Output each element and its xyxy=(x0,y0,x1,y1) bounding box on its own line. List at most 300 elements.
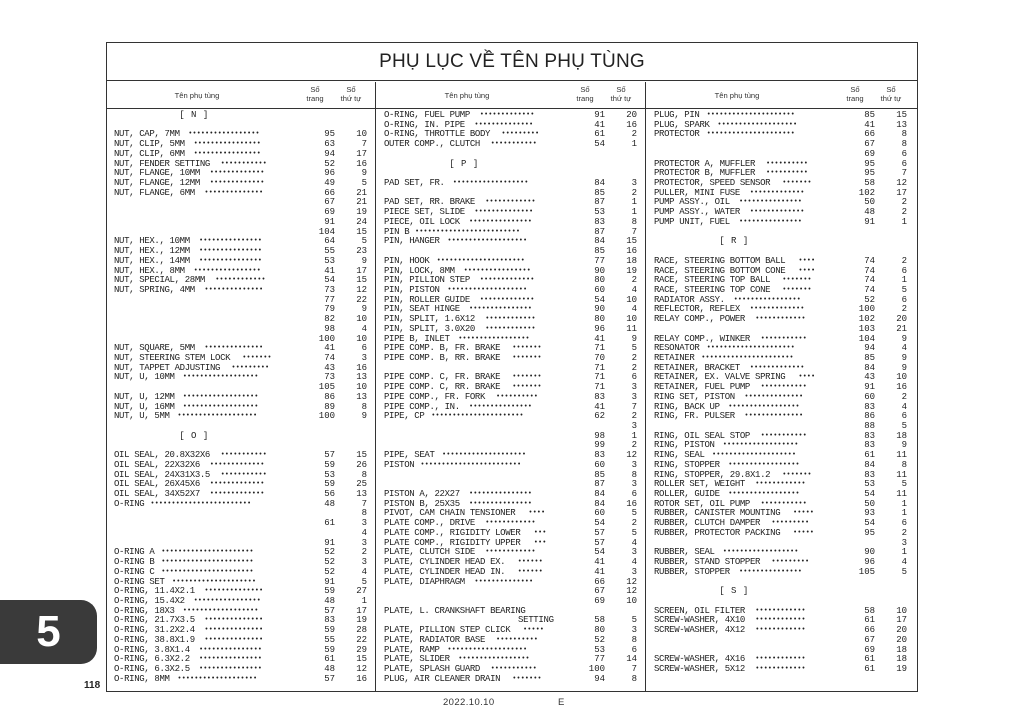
page-ref: 95 xyxy=(864,527,875,538)
page-ref: 60 xyxy=(594,459,605,470)
item-number: 4 xyxy=(631,537,637,548)
dot-leader: •••••••••••••• xyxy=(474,577,534,586)
part-name: NUT, CLIP, 5MM xyxy=(114,139,185,150)
page-ref: 54 xyxy=(594,294,605,305)
part-name: SCREW-WASHER, 4X16 xyxy=(654,654,745,665)
dot-leader: ••••••••••••••••••••• xyxy=(706,130,795,139)
dot-leader: •••••••••••••••• xyxy=(193,266,261,275)
part-name: PIN, HOOK xyxy=(384,255,430,266)
item-number: 5 xyxy=(631,615,637,626)
item-number: 10 xyxy=(626,294,637,305)
part-name: PUMP ASSY., OIL xyxy=(654,197,730,208)
page-ref: 41 xyxy=(594,557,605,568)
page-number: 118 xyxy=(84,680,101,691)
item-number: 20 xyxy=(896,314,907,325)
header-number: Số thứ tự xyxy=(880,85,902,103)
page-ref: 100 xyxy=(318,333,335,344)
item-number: 11 xyxy=(626,323,637,334)
item-number: 5 xyxy=(901,566,907,577)
page-ref: 100 xyxy=(318,411,335,422)
dot-leader: ••••••••••• xyxy=(760,431,807,440)
item-number: 21 xyxy=(356,197,367,208)
dot-leader: ••••• xyxy=(793,509,815,518)
item-number: 1 xyxy=(631,139,637,150)
page-ref: 74 xyxy=(324,352,335,363)
dot-leader: ••••••••••• xyxy=(760,383,807,392)
item-number: 3 xyxy=(901,537,907,548)
index-row xyxy=(654,587,912,597)
index-column-1 xyxy=(114,111,372,684)
item-number: 16 xyxy=(626,246,637,257)
page-ref: 61 xyxy=(864,654,875,665)
page-ref: 104 xyxy=(858,333,875,344)
page-ref: 66 xyxy=(594,576,605,587)
item-number: 16 xyxy=(356,673,367,684)
item-number: 9 xyxy=(631,333,637,344)
dot-leader: •••••••••••••••• xyxy=(463,266,531,275)
page-ref: 86 xyxy=(864,411,875,422)
dot-leader: •••• xyxy=(798,373,816,382)
part-name: O-RING, 15.4X2 xyxy=(114,595,185,606)
part-name: PIECE SET, SLIDE xyxy=(384,207,465,218)
dot-leader: ••••••••••••••• xyxy=(199,645,263,654)
header-part-name: Tên phụ tùng xyxy=(714,91,760,100)
index-row xyxy=(114,500,372,510)
item-number: 15 xyxy=(356,226,367,237)
page-ref: 84 xyxy=(864,459,875,470)
item-number: 8 xyxy=(631,469,637,480)
dot-leader: ••••••••••••••• xyxy=(739,198,803,207)
item-number: 10 xyxy=(626,595,637,606)
item-number: 3 xyxy=(631,566,637,577)
dot-leader: •••••••••••••• xyxy=(744,392,804,401)
dot-leader: ••• xyxy=(533,528,547,537)
item-number: 2 xyxy=(631,129,637,140)
part-name: RUBBER, STOPPER xyxy=(654,566,730,577)
item-number: 20 xyxy=(626,110,637,120)
dot-leader: ••••••••••••••• xyxy=(469,402,533,411)
item-number: 5 xyxy=(631,508,637,519)
part-name: PROTECTOR A, MUFFLER xyxy=(654,158,756,169)
part-name: PAD SET, RR. BRAKE xyxy=(384,197,475,208)
page-ref: 52 xyxy=(324,158,335,169)
item-number: 22 xyxy=(356,634,367,645)
item-number: 12 xyxy=(626,586,637,597)
item-number: 5 xyxy=(361,576,367,587)
page-ref: 74 xyxy=(864,284,875,295)
item-number: 12 xyxy=(626,576,637,587)
item-number: 5 xyxy=(631,343,637,354)
item-number: 17 xyxy=(356,148,367,159)
page-ref: 52 xyxy=(324,566,335,577)
part-name: O-RING, 21.7X3.5 xyxy=(114,615,195,626)
part-name: SCREEN, OIL FILTER xyxy=(654,605,745,616)
page-ref: 91 xyxy=(864,216,875,227)
index-row xyxy=(654,218,912,228)
page-ref: 71 xyxy=(594,382,605,393)
dot-leader: ••••••• xyxy=(782,276,812,285)
part-name: NUT, SPECIAL, 28MM xyxy=(114,275,205,286)
item-number: 3 xyxy=(631,421,637,431)
page-ref: 58 xyxy=(864,178,875,189)
item-number: 12 xyxy=(356,284,367,295)
page-ref: 87 xyxy=(594,479,605,490)
footer-code: E xyxy=(558,697,565,708)
page-ref: 77 xyxy=(324,294,335,305)
dot-leader: ••••••••••••••• xyxy=(199,237,263,246)
page-ref: 80 xyxy=(594,275,605,286)
part-name: PULLER, MINI FUSE xyxy=(654,187,740,198)
dot-leader: ••••••••••••••• xyxy=(199,664,263,673)
page-ref: 79 xyxy=(324,304,335,315)
item-number: 4 xyxy=(901,557,907,568)
dot-leader: ••••••••••••••••••••• xyxy=(706,111,795,119)
part-name: PIPE COMP. B, FR. BRAKE xyxy=(384,343,501,354)
page-ref: 89 xyxy=(324,401,335,412)
item-number: 16 xyxy=(626,119,637,130)
part-name: NUT, FENDER SETTING xyxy=(114,158,210,169)
part-name: PLATE, CYLINDER HEAD IN. xyxy=(384,566,506,577)
dot-leader: •••• xyxy=(798,266,816,275)
item-number: 10 xyxy=(896,605,907,616)
dot-leader: •••••••••••• xyxy=(485,198,536,207)
dot-leader: ••••••••••••••••• xyxy=(728,490,800,499)
part-name: PLATE COMP., RIGIDITY LOWER xyxy=(384,527,521,538)
page-ref: 57 xyxy=(324,450,335,461)
dot-leader: •••••••••••••••••• xyxy=(452,179,529,188)
page-ref: 105 xyxy=(318,382,335,393)
page-ref: 48 xyxy=(324,498,335,509)
item-number: 2 xyxy=(901,255,907,266)
part-name: OIL SEAL, 34X52X7 xyxy=(114,489,200,500)
page-ref: 102 xyxy=(858,187,875,198)
page-ref: 100 xyxy=(588,663,605,674)
dot-leader: ••••••• xyxy=(512,344,542,353)
part-name: RING, PISTON xyxy=(654,440,715,451)
page-ref: 102 xyxy=(858,314,875,325)
part-name: O-RING, 31.2X2.4 xyxy=(114,625,195,636)
page-ref: 54 xyxy=(594,139,605,150)
dot-leader: ••••••••••••••••••••• xyxy=(706,344,795,353)
page-ref: 41 xyxy=(594,401,605,412)
part-name: PLATE, RADIATOR BASE xyxy=(384,634,486,645)
index-row xyxy=(384,160,642,170)
part-name: RACE, STEERING BOTTOM CONE xyxy=(654,265,786,276)
page-ref: 67 xyxy=(594,586,605,597)
page-ref: 96 xyxy=(324,168,335,179)
page-ref: 69 xyxy=(594,595,605,606)
dot-leader: ••••••••••• xyxy=(220,470,267,479)
dot-leader: ••••••••••••• xyxy=(209,460,265,469)
part-name: PIN, SEAT HINGE xyxy=(384,304,460,315)
index-row xyxy=(654,578,912,588)
dot-leader: ••••••••••••• xyxy=(479,295,535,304)
item-number: 2 xyxy=(631,275,637,286)
item-number: 9 xyxy=(361,304,367,315)
page-ref: 91 xyxy=(324,537,335,548)
page-ref: 95 xyxy=(864,168,875,179)
page-ref: 61 xyxy=(864,663,875,674)
section-heading: [ R ] xyxy=(719,236,749,247)
part-name: RUBBER, CLUTCH DAMPER xyxy=(654,518,761,529)
dot-leader: ••••••••••••••••• xyxy=(458,334,530,343)
dot-leader: ••••• xyxy=(793,528,815,537)
page-ref: 60 xyxy=(594,508,605,519)
page-ref: 103 xyxy=(858,323,875,334)
section-heading: [ O ] xyxy=(179,430,209,441)
dot-leader: •••••••••••••• xyxy=(204,616,264,625)
item-number: 20 xyxy=(896,634,907,645)
item-number: 8 xyxy=(361,508,367,519)
item-number: 2 xyxy=(901,197,907,208)
item-number: 6 xyxy=(361,343,367,354)
dot-leader: •••••••••••••• xyxy=(474,120,534,129)
dot-leader: •••••••••• xyxy=(496,392,539,401)
item-number: 21 xyxy=(896,323,907,334)
item-number: 18 xyxy=(896,430,907,441)
dot-leader: ••••••••••••••• xyxy=(199,655,263,664)
part-name: PUMP ASSY., WATER xyxy=(654,207,740,218)
part-name: RETAINER xyxy=(654,352,695,363)
item-number: 6 xyxy=(901,148,907,159)
index-row xyxy=(384,675,642,685)
part-name: O-RING, 18X3 xyxy=(114,605,175,616)
index-row xyxy=(114,519,372,529)
page-ref: 53 xyxy=(594,644,605,655)
part-name: PISTON xyxy=(384,459,415,470)
part-name: PLATE, RAMP xyxy=(384,644,440,655)
page-ref: 98 xyxy=(594,430,605,441)
dot-leader: ••••••••••••••••• xyxy=(728,402,800,411)
page-ref: 61 xyxy=(594,129,605,140)
page-ref: 48 xyxy=(864,207,875,218)
dot-leader: •••••• xyxy=(517,558,543,567)
page-ref: 54 xyxy=(324,275,335,286)
dot-leader: •••••••••• xyxy=(766,159,809,168)
page-ref: 91 xyxy=(324,216,335,227)
column-divider xyxy=(375,82,376,692)
dot-leader: ••••••••••••••••••••••••• xyxy=(415,227,521,236)
item-number: 10 xyxy=(356,314,367,325)
part-name: PLATE, SLIDER xyxy=(384,654,450,665)
item-number: 1 xyxy=(361,595,367,606)
item-number: 2 xyxy=(901,304,907,315)
page-ref: 56 xyxy=(324,489,335,500)
dot-leader: ••••• xyxy=(523,626,545,635)
dot-leader: ••••••••••••••• xyxy=(469,490,533,499)
dot-leader: ••••••••••••••• xyxy=(469,499,533,508)
item-number: 13 xyxy=(356,391,367,402)
item-number: 8 xyxy=(901,459,907,470)
item-number: 2 xyxy=(631,352,637,363)
page-ref: 41 xyxy=(594,119,605,130)
item-number: 2 xyxy=(631,518,637,529)
page-ref: 49 xyxy=(324,178,335,189)
item-number: 28 xyxy=(356,625,367,636)
item-number: 1 xyxy=(631,430,637,441)
item-number: 11 xyxy=(896,469,907,480)
page-ref: 67 xyxy=(864,139,875,150)
part-name: RADIATOR ASSY. xyxy=(654,294,725,305)
section-heading: [ N ] xyxy=(179,110,209,120)
dot-leader: •••••••••••••••••••••• xyxy=(161,567,254,576)
dot-leader: •••••• xyxy=(517,567,543,576)
dot-leader: •••••••••••• xyxy=(755,315,806,324)
page-ref: 85 xyxy=(864,352,875,363)
page-ref: 90 xyxy=(864,547,875,558)
page-ref: 83 xyxy=(594,391,605,402)
part-name: PIPE COMP., FR. FORK xyxy=(384,391,486,402)
item-number: 3 xyxy=(631,625,637,636)
part-name: NUT, U, 12MM xyxy=(114,391,175,402)
item-number: 3 xyxy=(631,382,637,393)
item-number: 13 xyxy=(356,489,367,500)
dot-leader: ••••••••••••••••••• xyxy=(717,120,798,129)
page-ref: 105 xyxy=(858,566,875,577)
dot-leader: •••••••••••• xyxy=(485,519,536,528)
dot-leader: ••••••• xyxy=(782,179,812,188)
part-name: PIN, ROLLER GUIDE xyxy=(384,294,470,305)
item-number: 10 xyxy=(356,382,367,393)
dot-leader: •••••••••••••••• xyxy=(733,295,801,304)
part-name: PUMP UNIT, FUEL xyxy=(654,216,730,227)
dot-leader: ••••••• xyxy=(782,285,812,294)
item-number: 6 xyxy=(901,294,907,305)
part-name: RING, SEAL xyxy=(654,450,705,461)
page-ref: 60 xyxy=(594,284,605,295)
part-name: O-RING C xyxy=(114,566,155,577)
part-name: PIN, HANGER xyxy=(384,236,440,247)
index-row xyxy=(654,529,912,539)
header-page: Số trang xyxy=(576,85,594,103)
part-name: OIL SEAL, 24X31X3.5 xyxy=(114,469,210,480)
item-number: 1 xyxy=(901,275,907,286)
part-name: PIECE, OIL LOCK xyxy=(384,216,460,227)
item-number: 5 xyxy=(901,284,907,295)
page-ref: 52 xyxy=(864,294,875,305)
index-row xyxy=(654,228,912,238)
dot-leader: •••••••••••••••••••• xyxy=(712,451,797,460)
item-number: 16 xyxy=(356,362,367,373)
dot-leader: ••••••••••••• xyxy=(209,480,265,489)
page-ref: 99 xyxy=(594,440,605,451)
dot-leader: •••••••••••• xyxy=(755,480,806,489)
page-ref: 83 xyxy=(864,440,875,451)
part-name: RUBBER, CANISTER MOUNTING xyxy=(654,508,781,519)
item-number: 17 xyxy=(896,187,907,198)
item-number: 23 xyxy=(356,246,367,257)
page-ref: 96 xyxy=(594,323,605,334)
item-number: 20 xyxy=(896,625,907,636)
part-name: NUT, U, 10MM xyxy=(114,372,175,383)
item-number: 25 xyxy=(356,479,367,490)
dot-leader: ••••••••• xyxy=(501,130,540,139)
dot-leader: ••••••••••••• xyxy=(209,169,265,178)
index-table-frame xyxy=(106,42,918,692)
part-name: PAD SET, FR. xyxy=(384,178,445,189)
dot-leader: ••••••• xyxy=(782,470,812,479)
page-ref: 100 xyxy=(858,304,875,315)
page-ref: 57 xyxy=(324,605,335,616)
item-number: 1 xyxy=(631,197,637,208)
part-name: PIN, LOCK, 8MM xyxy=(384,265,455,276)
page-ref: 85 xyxy=(864,110,875,120)
item-number: 17 xyxy=(356,265,367,276)
dot-leader: ••••••••••• xyxy=(760,334,807,343)
page-ref: 53 xyxy=(324,469,335,480)
dot-leader: ••••••••••••••••••••• xyxy=(436,256,525,265)
header-part-name: Tên phụ tùng xyxy=(174,91,220,100)
index-row xyxy=(654,237,912,247)
page-ref: 91 xyxy=(324,576,335,587)
index-row xyxy=(114,412,372,422)
column-header-3 xyxy=(647,82,917,109)
page-ref: 50 xyxy=(864,197,875,208)
part-name: PROTECTOR B, MUFFLER xyxy=(654,168,756,179)
part-name: RACE, STEERING BOTTOM BALL xyxy=(654,255,786,266)
part-name: PLUG, PIN xyxy=(654,110,700,120)
dot-leader: •••••••••••••••••••••••• xyxy=(420,460,522,469)
chapter-tab-number: 5 xyxy=(36,607,61,656)
page-ref: 85 xyxy=(594,246,605,257)
page-ref: 70 xyxy=(594,352,605,363)
dot-leader: •••••••••••• xyxy=(755,626,806,635)
dot-leader: ••••••••••••••• xyxy=(739,217,803,226)
page-ref: 94 xyxy=(324,148,335,159)
part-name: O-RING A xyxy=(114,547,155,558)
page-ref: 59 xyxy=(324,644,335,655)
part-name: PIPE COMP. B, RR. BRAKE xyxy=(384,352,501,363)
item-number: 9 xyxy=(361,411,367,422)
item-number: 2 xyxy=(901,391,907,402)
part-name: PLATE, PILLION STEP CLICK xyxy=(384,625,511,636)
item-number: 8 xyxy=(361,469,367,480)
page-ref: 53 xyxy=(324,255,335,266)
dot-leader: ••••••••••••••••••• xyxy=(447,285,528,294)
dot-leader: ••••••••••••••• xyxy=(199,256,263,265)
part-name: PLATE, CLUTCH SIDE xyxy=(384,547,475,558)
part-name: NUT, TAPPET ADJUSTING xyxy=(114,362,221,373)
dot-leader: •••••••••••••••• xyxy=(193,149,261,158)
part-name: RING, STOPPER xyxy=(654,459,720,470)
page-ref: 90 xyxy=(594,265,605,276)
dot-leader: •••••••••••••••• xyxy=(193,140,261,149)
part-name: PIVOT, CAM CHAIN TENSIONER xyxy=(384,508,516,519)
part-name: NUT, HEX., 10MM xyxy=(114,236,190,247)
page-ref: 87 xyxy=(594,226,605,237)
item-number: 5 xyxy=(901,421,907,431)
dot-leader: ••••••••••• xyxy=(490,140,537,149)
dot-leader: •••• xyxy=(798,256,816,265)
item-number: 3 xyxy=(631,479,637,490)
item-number: 27 xyxy=(356,586,367,597)
dot-leader: •••••••••• xyxy=(766,169,809,178)
dot-leader: ••••••••••• xyxy=(220,451,267,460)
part-name: PIN, SPLIT, 3.0X20 xyxy=(384,323,475,334)
page-ref: 74 xyxy=(864,275,875,286)
dot-leader: ••••••• xyxy=(512,353,542,362)
item-number: 6 xyxy=(631,372,637,383)
item-number: 16 xyxy=(896,382,907,393)
dot-leader: •••••••••••••••••••••• xyxy=(161,558,254,567)
dot-leader: ••••••••••••••• xyxy=(469,305,533,314)
page-ref: 84 xyxy=(864,362,875,373)
item-number: 1 xyxy=(901,508,907,519)
part-name: PISTON B, 25X35 xyxy=(384,498,460,509)
item-number: 2 xyxy=(631,187,637,198)
page-ref: 54 xyxy=(864,518,875,529)
part-name: PIN B xyxy=(384,226,410,237)
